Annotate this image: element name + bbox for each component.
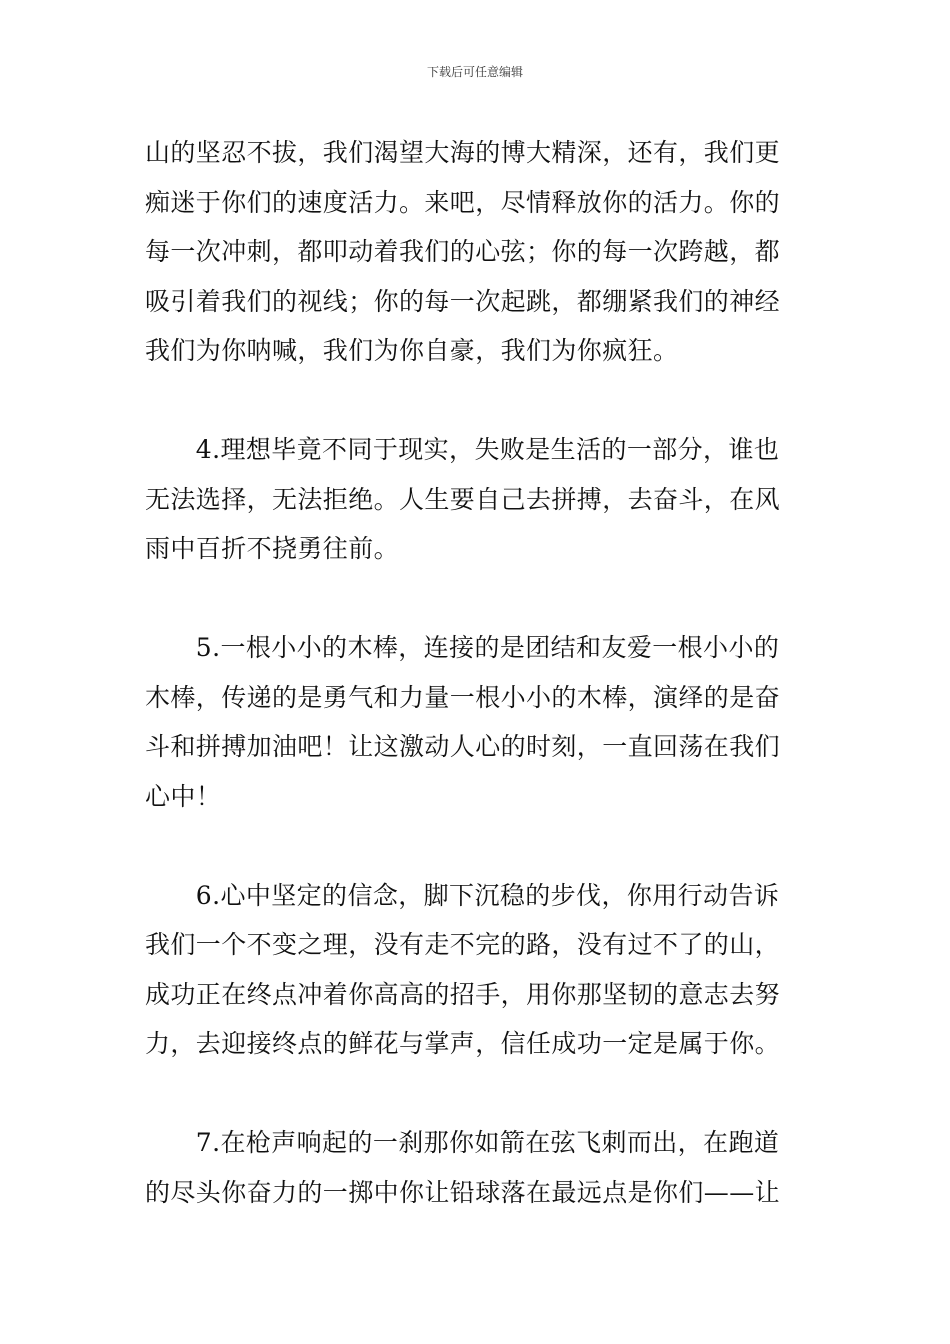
text-line: 我们一个不变之理，没有走不完的路，没有过不了的山， [145, 930, 781, 959]
text-line: 痴迷于你们的速度活力。来吧，尽情释放你的活力。你的 [145, 187, 781, 217]
text-line: 斗和拼搏加油吧！让这激动人心的时刻，一直回荡在我们 [145, 732, 781, 761]
paragraph-item-5 [145, 623, 810, 821]
paragraph-item-7 [145, 1118, 810, 1217]
text-line: 7.在枪声响起的一刹那你如箭在弦飞刺而出，在跑道 [145, 1128, 780, 1157]
paragraph-item-4 [145, 425, 810, 574]
paragraph-item-6 [145, 871, 810, 1069]
text-line: 木棒，传递的是勇气和力量一根小小的木棒，演绎的是奋 [145, 682, 781, 712]
text-line: 的尽头你奋力的一掷中你让铅球落在最远点是你们——让 [145, 1177, 781, 1207]
text-line: 每一次冲刺，都叩动着我们的心弦；你的每一次跨越，都 [145, 237, 781, 266]
text-line: 成功正在终点冲着你高高的招手，用你那坚韧的意志去努 [145, 979, 781, 1009]
text-line: 5.一根小小的木棒，连接的是团结和友爱一根小小的 [145, 633, 780, 662]
text-line: 4.理想毕竟不同于现实，失败是生活的一部分，谁也 [145, 435, 780, 464]
text-line: 我们为你呐喊，我们为你自豪，我们为你疯狂。 [145, 336, 679, 365]
text-line: 雨中百折不挠勇往前。 [145, 534, 400, 563]
text-line: 吸引着我们的视线；你的每一次起跳，都绷紧我们的神经 [145, 286, 781, 316]
text-line: 力，去迎接终点的鲜花与掌声，信任成功一定是属于你。 [145, 1029, 781, 1058]
text-line: 无法选择，无法拒绝。人生要自己去拼搏，去奋斗，在风 [145, 484, 781, 514]
paragraph-continuation [145, 128, 810, 376]
document-body [145, 128, 810, 1217]
text-line: 心中！ [145, 781, 222, 811]
text-line: 6.心中坚定的信念，脚下沉稳的步伐，你用行动告诉 [145, 880, 780, 910]
text-line: 山的坚忍不拔，我们渴望大海的博大精深，还有，我们更 [145, 138, 781, 167]
page-header: 下载后可任意编辑 [426, 65, 523, 79]
